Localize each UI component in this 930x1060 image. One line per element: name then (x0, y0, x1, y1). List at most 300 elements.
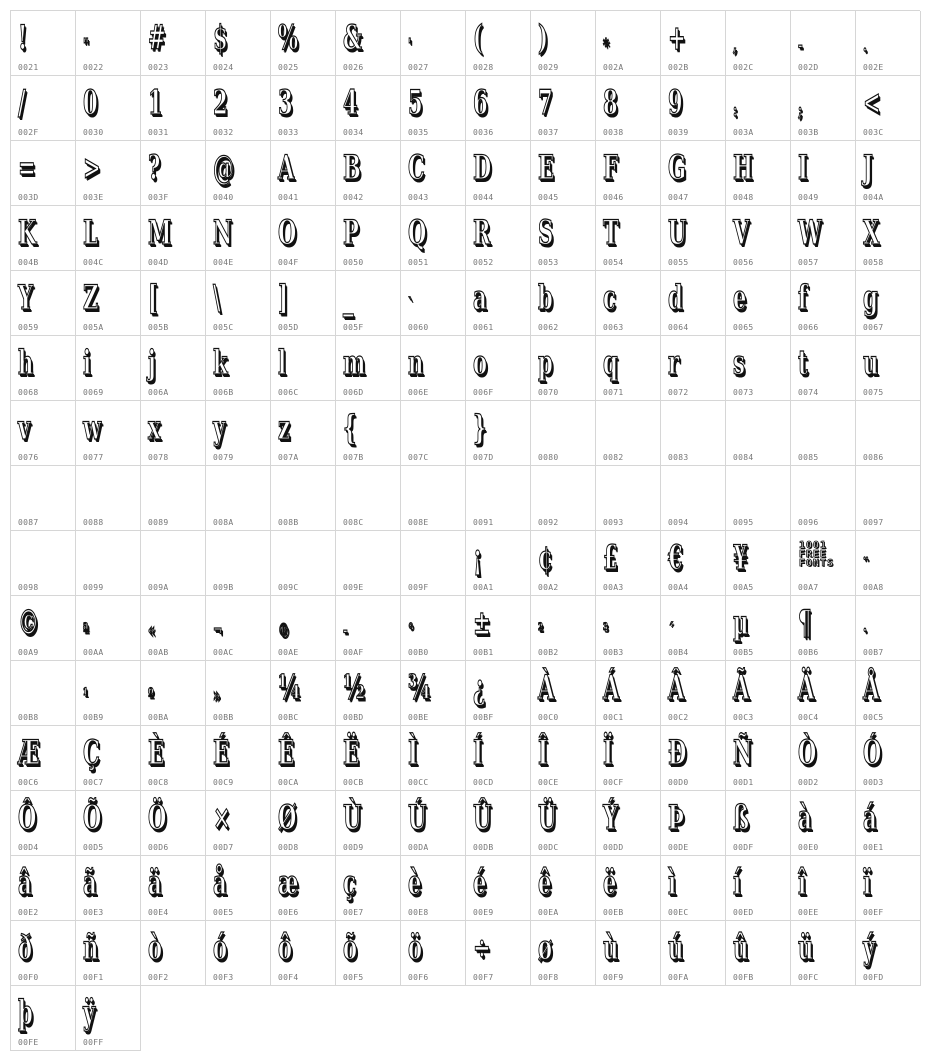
glyph-sample: ì (668, 863, 677, 903)
glyph-cell-004e (206, 206, 271, 271)
glyph-cell-0041 (271, 141, 336, 206)
glyph-sample: ÿ (83, 993, 96, 1033)
glyph-cell-003f (141, 141, 206, 206)
glyph-code-label: 0074 (798, 388, 819, 397)
glyph-sample: K (18, 213, 37, 253)
glyph-cell-00e1 (856, 791, 921, 856)
glyph-sample: 6 (473, 83, 488, 123)
glyph-cell-002e (856, 11, 921, 76)
glyph-cell-00b4 (661, 596, 726, 661)
glyph-code-label: 00BD (343, 713, 364, 722)
glyph-cell-0095 (726, 466, 791, 531)
glyph-code-label: 0088 (83, 518, 104, 527)
glyph-sample: ô (278, 928, 293, 968)
glyph-code-label: 00C8 (148, 778, 169, 787)
glyph-code-label: 0054 (603, 258, 624, 267)
glyph-sample: 4 (343, 83, 358, 123)
glyph-sample: p (538, 343, 553, 383)
glyph-sample: # (148, 18, 166, 58)
glyph-cell-009b (206, 531, 271, 596)
glyph-code-label: 00E4 (148, 908, 169, 917)
glyph-sample: & (343, 18, 363, 58)
glyph-code-label: 00C0 (538, 713, 559, 722)
glyph-cell-0025 (271, 11, 336, 76)
character-map-grid (10, 10, 920, 1051)
glyph-sample: Ü (538, 798, 557, 838)
glyph-code-label: 00C7 (83, 778, 104, 787)
glyph-sample: Ù (343, 798, 362, 838)
glyph-sample: * (603, 35, 609, 56)
glyph-code-label: 00A8 (863, 583, 884, 592)
glyph-cell-00e9 (466, 856, 531, 921)
glyph-cell-00a7 (791, 531, 856, 596)
glyph-code-label: 00D4 (18, 843, 39, 852)
glyph-code-label: 0037 (538, 128, 559, 137)
glyph-code-label: 0093 (603, 518, 624, 527)
glyph-sample: Å (863, 668, 880, 708)
glyph-code-label: 00CB (343, 778, 364, 787)
glyph-sample: + (668, 18, 686, 58)
glyph-code-label: 009E (343, 583, 364, 592)
glyph-cell-0086 (856, 401, 921, 466)
glyph-sample: Þ (668, 798, 684, 838)
glyph-sample: s (733, 343, 745, 383)
glyph-code-label: 0082 (603, 453, 624, 462)
glyph-cell-0032 (206, 76, 271, 141)
glyph-sample: ý (863, 928, 876, 968)
glyph-cell-0088 (76, 466, 141, 531)
glyph-cell-006d (336, 336, 401, 401)
glyph-sample: m (343, 343, 366, 383)
glyph-code-label: 0041 (278, 193, 299, 202)
glyph-cell-00bb (206, 661, 271, 726)
glyph-cell-00f3 (206, 921, 271, 986)
glyph-cell-0042 (336, 141, 401, 206)
glyph-code-label: 00A1 (473, 583, 494, 592)
glyph-sample: Ö (148, 798, 167, 838)
glyph-code-label: 00FB (733, 973, 754, 982)
glyph-code-label: 00F2 (148, 973, 169, 982)
glyph-cell-0049 (791, 141, 856, 206)
glyph-code-label: 0085 (798, 453, 819, 462)
glyph-cell-00b3 (596, 596, 661, 661)
glyph-code-label: 00A3 (603, 583, 624, 592)
glyph-code-label: 00CF (603, 778, 624, 787)
glyph-sample: W (798, 213, 822, 253)
glyph-sample: 0 (83, 83, 98, 123)
glyph-cell-00b6 (791, 596, 856, 661)
glyph-sample: a (473, 278, 487, 318)
glyph-cell-00f8 (531, 921, 596, 986)
glyph-sample: ò (148, 928, 163, 968)
glyph-sample: < (863, 83, 881, 123)
glyph-sample: Ä (798, 668, 815, 708)
glyph-code-label: 005D (278, 323, 299, 332)
glyph-sample: x (148, 408, 161, 448)
glyph-code-label: 0032 (213, 128, 234, 137)
glyph-code-label: 008C (343, 518, 364, 527)
glyph-code-label: 00E9 (473, 908, 494, 917)
glyph-code-label: 00E0 (798, 843, 819, 852)
glyph-code-label: 004C (83, 258, 104, 267)
glyph-cell-00de (661, 791, 726, 856)
glyph-sample: % (278, 18, 299, 58)
glyph-cell-0053 (531, 206, 596, 271)
glyph-sample: ã (83, 863, 97, 903)
glyph-code-label: 00DC (538, 843, 559, 852)
glyph-cell-00a5 (726, 531, 791, 596)
glyph-code-label: 00A7 (798, 583, 819, 592)
glyph-cell-004b (11, 206, 76, 271)
glyph-cell-00cf (596, 726, 661, 791)
glyph-cell-0045 (531, 141, 596, 206)
glyph-cell-00c0 (531, 661, 596, 726)
glyph-cell-00aa (76, 596, 141, 661)
glyph-cell-004a (856, 141, 921, 206)
glyph-sample: 5 (408, 83, 423, 123)
glyph-code-label: 008A (213, 518, 234, 527)
glyph-code-label: 00C5 (863, 713, 884, 722)
glyph-code-label: 0068 (18, 388, 39, 397)
glyph-cell-0052 (466, 206, 531, 271)
glyph-sample: ¹ (83, 685, 88, 706)
glyph-cell-00db (466, 791, 531, 856)
glyph-sample: P (343, 213, 359, 253)
glyph-sample: 7 (538, 83, 553, 123)
glyph-code-label: 00E2 (18, 908, 39, 917)
glyph-code-label: 004A (863, 193, 884, 202)
glyph-sample: ² (538, 620, 543, 641)
glyph-sample: A (278, 148, 295, 188)
glyph-code-label: 00CC (408, 778, 429, 787)
glyph-code-label: 00EC (668, 908, 689, 917)
glyph-code-label: 0061 (473, 323, 494, 332)
glyph-code-label: 00DD (603, 843, 624, 852)
glyph-code-label: 00F1 (83, 973, 104, 982)
glyph-code-label: 0099 (83, 583, 104, 592)
glyph-cell-0044 (466, 141, 531, 206)
glyph-sample: G (668, 148, 687, 188)
glyph-code-label: 0072 (668, 388, 689, 397)
glyph-cell-00d7 (206, 791, 271, 856)
glyph-sample: \ (213, 278, 221, 318)
glyph-sample: Ê (278, 733, 295, 773)
glyph-cell-00f6 (401, 921, 466, 986)
glyph-cell-0092 (531, 466, 596, 531)
glyph-sample: Ð (668, 733, 687, 773)
glyph-sample: Ò (798, 733, 817, 773)
glyph-code-label: 0058 (863, 258, 884, 267)
glyph-sample: ¶ (798, 603, 812, 643)
glyph-cell-00dd (596, 791, 661, 856)
glyph-cell-007b (336, 401, 401, 466)
glyph-sample: v (18, 408, 31, 448)
glyph-code-label: 00AA (83, 648, 104, 657)
glyph-code-label: 00B5 (733, 648, 754, 657)
glyph-cell-0097 (856, 466, 921, 531)
glyph-code-label: 00E7 (343, 908, 364, 917)
glyph-cell-0074 (791, 336, 856, 401)
glyph-cell-0024 (206, 11, 271, 76)
glyph-sample: × (213, 798, 231, 838)
glyph-code-label: 00EB (603, 908, 624, 917)
glyph-sample: € (668, 538, 683, 578)
glyph-code-label: 002D (798, 63, 819, 72)
glyph-cell-00d5 (76, 791, 141, 856)
glyph-sample: Ñ (733, 733, 753, 773)
glyph-cell-0051 (401, 206, 466, 271)
glyph-sample: U (668, 213, 687, 253)
glyph-cell-00c9 (206, 726, 271, 791)
glyph-code-label: 00D7 (213, 843, 234, 852)
glyph-code-label: 0023 (148, 63, 169, 72)
glyph-sample: ° (408, 620, 414, 641)
glyph-code-label: 0069 (83, 388, 104, 397)
glyph-code-label: 0064 (668, 323, 689, 332)
glyph-sample: Ø (278, 798, 297, 838)
glyph-cell-00d0 (661, 726, 726, 791)
glyph-code-label: 0097 (863, 518, 884, 527)
glyph-code-label: 00F4 (278, 973, 299, 982)
glyph-sample: _ (343, 278, 354, 318)
glyph-code-label: 00D2 (798, 778, 819, 787)
glyph-cell-00e4 (141, 856, 206, 921)
glyph-cell-003d (11, 141, 76, 206)
glyph-code-label: 0056 (733, 258, 754, 267)
glyph-sample: c (603, 278, 616, 318)
glyph-cell-00c8 (141, 726, 206, 791)
glyph-cell-006f (466, 336, 531, 401)
glyph-code-label: 0039 (668, 128, 689, 137)
glyph-code-label: 0048 (733, 193, 754, 202)
glyph-cell-0087 (11, 466, 76, 531)
glyph-sample: ø (538, 928, 553, 968)
glyph-sample: ê (538, 863, 552, 903)
glyph-sample: ß (733, 798, 750, 838)
glyph-sample: l (278, 343, 287, 383)
glyph-cell-0068 (11, 336, 76, 401)
glyph-code-label: 006E (408, 388, 429, 397)
glyph-cell-0028 (466, 11, 531, 76)
glyph-cell-007c (401, 401, 466, 466)
glyph-cell-0069 (76, 336, 141, 401)
glyph-cell-00d2 (791, 726, 856, 791)
glyph-sample: ½ (343, 668, 365, 708)
glyph-cell-0082 (596, 401, 661, 466)
glyph-code-label: 00A4 (668, 583, 689, 592)
glyph-code-label: 0096 (798, 518, 819, 527)
glyph-sample: ' (408, 35, 412, 56)
glyph-cell-0022 (76, 11, 141, 76)
glyph-sample: - (798, 35, 803, 56)
glyph-cell-0040 (206, 141, 271, 206)
glyph-sample: Á (603, 668, 620, 708)
glyph-sample: ; (798, 100, 803, 121)
glyph-cell-0037 (531, 76, 596, 141)
glyph-code-label: 0059 (18, 323, 39, 332)
glyph-code-label: 00C2 (668, 713, 689, 722)
glyph-cell-00bf (466, 661, 531, 726)
glyph-sample: ¾ (408, 668, 430, 708)
glyph-sample: ¡ (473, 538, 483, 578)
glyph-cell-0063 (596, 271, 661, 336)
glyph-cell-00d4 (11, 791, 76, 856)
glyph-cell-00a9 (11, 596, 76, 661)
glyph-sample: q (603, 343, 618, 383)
glyph-cell-00bd (336, 661, 401, 726)
glyph-sample: ` (408, 295, 414, 316)
glyph-cell-00fc (791, 921, 856, 986)
glyph-cell-0058 (856, 206, 921, 271)
glyph-cell-00da (401, 791, 466, 856)
glyph-cell-00c6 (11, 726, 76, 791)
glyph-code-label: 0092 (538, 518, 559, 527)
glyph-sample: { (343, 408, 357, 448)
glyph-sample: 2 (213, 83, 228, 123)
glyph-code-label: 0065 (733, 323, 754, 332)
glyph-sample: V (733, 213, 750, 253)
glyph-code-label: 003E (83, 193, 104, 202)
glyph-code-label: 0089 (148, 518, 169, 527)
glyph-cell-00ab (141, 596, 206, 661)
glyph-cell-00b1 (466, 596, 531, 661)
glyph-code-label: 00EF (863, 908, 884, 917)
glyph-cell-0089 (141, 466, 206, 531)
glyph-code-label: 00F7 (473, 973, 494, 982)
glyph-code-label: 0094 (668, 518, 689, 527)
glyph-sample: b (538, 278, 553, 318)
glyph-sample: º (148, 685, 154, 706)
glyph-cell-00dc (531, 791, 596, 856)
glyph-cell-00c1 (596, 661, 661, 726)
glyph-cell-007a (271, 401, 336, 466)
glyph-cell-005a (76, 271, 141, 336)
glyph-sample: Õ (83, 798, 102, 838)
glyph-cell-004c (76, 206, 141, 271)
glyph-cell-00e0 (791, 791, 856, 856)
glyph-code-label: 00DB (473, 843, 494, 852)
glyph-cell-00ea (531, 856, 596, 921)
glyph-cell-00c4 (791, 661, 856, 726)
glyph-sample: þ (18, 993, 33, 1033)
glyph-cell-00af (336, 596, 401, 661)
glyph-cell-00b0 (401, 596, 466, 661)
glyph-code-label: 006A (148, 388, 169, 397)
glyph-cell-008a (206, 466, 271, 531)
glyph-sample: S (538, 213, 554, 253)
glyph-code-label: 007D (473, 453, 494, 462)
glyph-cell-00a4 (661, 531, 726, 596)
glyph-code-label: 003C (863, 128, 884, 137)
glyph-sample: î (798, 863, 807, 903)
glyph-cell-0083 (661, 401, 726, 466)
glyph-cell-0093 (596, 466, 661, 531)
glyph-code-label: 0050 (343, 258, 364, 267)
glyph-code-label: 00FE (18, 1038, 39, 1047)
glyph-code-label: 0029 (538, 63, 559, 72)
glyph-cell-00ce (531, 726, 596, 791)
glyph-sample: ñ (83, 928, 99, 968)
glyph-code-label: 00B0 (408, 648, 429, 657)
glyph-code-label: 0078 (148, 453, 169, 462)
glyph-code-label: 003B (798, 128, 819, 137)
glyph-code-label: 0027 (408, 63, 429, 72)
glyph-sample: Ç (83, 733, 100, 773)
glyph-code-label: 0049 (798, 193, 819, 202)
glyph-sample: X (863, 213, 880, 253)
glyph-sample: » (213, 685, 220, 706)
glyph-code-label: 00D1 (733, 778, 754, 787)
glyph-sample: · (863, 620, 867, 641)
glyph-code-label: 00D3 (863, 778, 884, 787)
glyph-code-label: 009A (148, 583, 169, 592)
glyph-sample: " (83, 35, 89, 56)
glyph-cell-0039 (661, 76, 726, 141)
glyph-code-label: 003D (18, 193, 39, 202)
glyph-code-label: 0091 (473, 518, 494, 527)
glyph-sample: > (83, 148, 101, 188)
glyph-sample: ] (278, 278, 288, 318)
glyph-sample: = (18, 148, 36, 188)
glyph-cell-00cd (466, 726, 531, 791)
glyph-code-label: 009F (408, 583, 429, 592)
glyph-code-label: 009B (213, 583, 234, 592)
glyph-code-label: 0036 (473, 128, 494, 137)
glyph-cell-0057 (791, 206, 856, 271)
glyph-cell-0034 (336, 76, 401, 141)
glyph-cell-0071 (596, 336, 661, 401)
glyph-code-label: 0055 (668, 258, 689, 267)
glyph-code-label: 003A (733, 128, 754, 137)
glyph-code-label: 00FD (863, 973, 884, 982)
glyph-code-label: 00B3 (603, 648, 624, 657)
glyph-cell-008e (401, 466, 466, 531)
glyph-code-label: 00FC (798, 973, 819, 982)
glyph-cell-006b (206, 336, 271, 401)
glyph-code-label: 00BB (213, 713, 234, 722)
glyph-code-label: 00DA (408, 843, 429, 852)
glyph-cell-00d8 (271, 791, 336, 856)
glyph-cell-0073 (726, 336, 791, 401)
glyph-cell-00bc (271, 661, 336, 726)
glyph-sample: Ô (18, 798, 37, 838)
glyph-cell-003e (76, 141, 141, 206)
glyph-code-label: 00F3 (213, 973, 234, 982)
glyph-code-label: 005B (148, 323, 169, 332)
glyph-code-label: 004D (148, 258, 169, 267)
glyph-code-label: 00AC (213, 648, 234, 657)
glyph-cell-00e8 (401, 856, 466, 921)
glyph-cell-0050 (336, 206, 401, 271)
glyph-code-label: 00AF (343, 648, 364, 657)
glyph-cell-0076 (11, 401, 76, 466)
glyph-sample: ¬ (213, 620, 223, 641)
glyph-cell-00ff (76, 986, 141, 1051)
glyph-cell-00d3 (856, 726, 921, 791)
glyph-code-label: 00CD (473, 778, 494, 787)
glyph-sample: Â (668, 668, 685, 708)
glyph-sample: @ (213, 148, 235, 188)
glyph-sample: Ó (863, 733, 882, 773)
glyph-cell-0046 (596, 141, 661, 206)
glyph-sample: / (18, 83, 26, 123)
glyph-code-label: 00B8 (18, 713, 39, 722)
glyph-cell-0079 (206, 401, 271, 466)
glyph-sample: £ (603, 538, 618, 578)
glyph-sample: k (213, 343, 228, 383)
glyph-code-label: 00CE (538, 778, 559, 787)
glyph-code-label: 002F (18, 128, 39, 137)
